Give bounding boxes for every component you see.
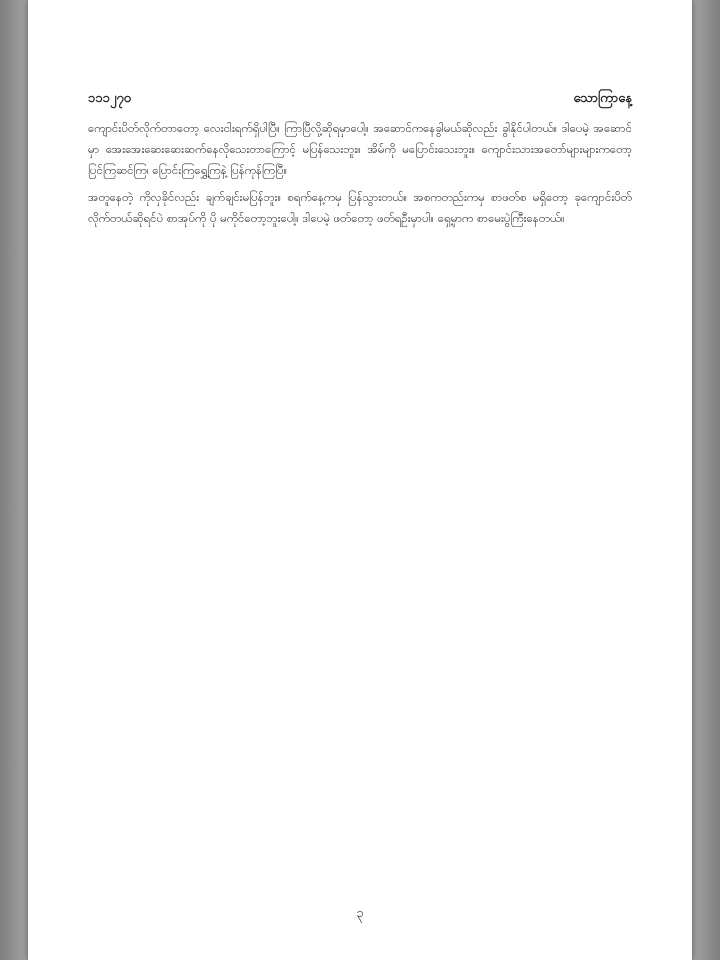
document-page <box>28 0 692 960</box>
paragraph-1: ကျောင်းပိတ်လိုက်တာတော့ လေးငါးရက်ရှိပါပြီ။ ကြာပြီလို့ဆိုရမှာပေါ့။ အဆောင်ကနေခွါမယ်ဆိုလည်း ခွါနိုင်ပါတယ်။ ဒါပေမဲ့ အဆောင်မှာ အေးအေးဆေးဆေးဆက်နေလိုသေးတာကြောင့် မပြန်သေးဘူး။ အိမ်ကို မပြောင်းသေးဘူး။ ကျောင်းသားအတော်များများကတော့ ပြင်ကြဆင်ကြ၊ ပြောင်းကြရွှေ့ကြနဲ့ ပြန်ကုန်ကြပြီ။ <box>88 121 632 177</box>
body-text <box>88 118 632 235</box>
header-date: ၁၁၁၂၇၀ <box>88 90 131 106</box>
paragraph-2: အတူနေတဲ့ ကိုလှခိုင်လည်း ချက်ချင်းမပြန်ဘူး။ စရက်နေ့ကမှ ပြန်သွားတယ်။ အစကတည်းကမှ စာဖတ်စ မရှိတော့ ခုကျောင်းပိတ်လိုက်တယ်ဆိုရင်ပဲ စာအုပ်ကို ပို မကိုင်တော့ဘူးပေါ့။ ဒါပေမဲ့ ဖတ်တော့ ဖတ်ရဦးမှာပါ။ ရှေ့မှာက စာမေးပွဲကြီးနေတယ်။ <box>88 190 632 225</box>
page-header <box>88 88 632 110</box>
page-number: ၃ <box>356 906 364 921</box>
header-day: သောကြာနေ့ <box>573 90 632 106</box>
